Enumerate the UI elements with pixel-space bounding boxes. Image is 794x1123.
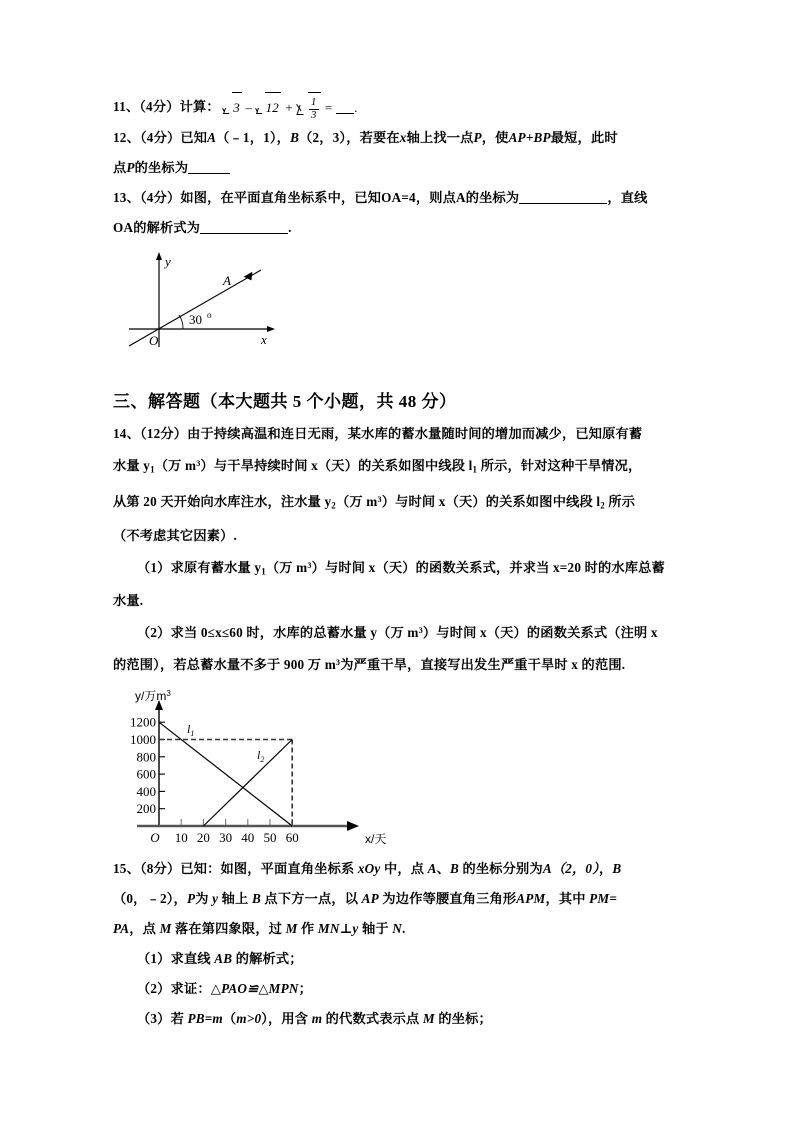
q12-comma: ，	[276, 130, 291, 146]
formula-period: .	[354, 100, 358, 116]
sqrt-3: 3	[223, 92, 242, 123]
q12-text-f: 点	[113, 160, 127, 176]
question-11	[113, 92, 683, 123]
question-13-number: 13、	[113, 190, 140, 206]
q13-text-b: ，则点	[415, 190, 457, 206]
fraction-one-third: $\frac{1}{3}$	[310, 96, 317, 121]
q15-point-M: M	[159, 921, 172, 937]
q15-point-B: B	[450, 861, 460, 877]
y-tick-400: 400	[136, 784, 156, 800]
q12-axis-x: x	[399, 130, 407, 146]
q14-sup-m3-b: 3	[377, 495, 382, 505]
q15-text-2e: 点下方一点，以	[260, 891, 362, 907]
question-14-sub-2-line-2	[113, 648, 683, 680]
question-14-sub-1-line-1	[113, 551, 683, 587]
question-14-score: （12分）	[139, 426, 188, 442]
q14-text-3c: ）与时间 x（天）的关系如图中线段 l	[381, 494, 601, 510]
q14-sub2-d: 为严重干旱，直接写出发生严重干旱时 x 的范围.	[340, 657, 626, 673]
question-11-score: （4分）	[139, 99, 180, 114]
question-12-line-2	[113, 153, 683, 183]
question-13-line-1	[113, 183, 683, 213]
q15-point-A: A	[427, 861, 437, 877]
q12-point-P2: P	[126, 160, 135, 176]
series-l1-label: $l_1$	[187, 722, 195, 739]
q15-text-1b: 中，点	[380, 861, 428, 877]
series-l2-label: $l_2$	[257, 748, 265, 765]
q14-text-2a: 水量 y	[113, 458, 151, 474]
question-11-number: 11、	[113, 99, 140, 114]
y-tick-1200: 1200	[130, 715, 156, 731]
q13-period: .	[288, 220, 292, 236]
q15-coord-A: A（2，0）	[542, 861, 599, 877]
q15-sub3-e: 的坐标；	[434, 1011, 492, 1027]
q12-text-d: ，使	[481, 130, 509, 146]
y-axis-arrow	[156, 252, 162, 260]
q15-sub3-c: ），用含	[261, 1011, 312, 1027]
question-14-number: 14、	[113, 426, 140, 442]
q15-sub1-line-ab: AB	[214, 951, 233, 967]
chart-x-axis-arrow	[347, 821, 359, 831]
q15-text-3b: 落在第四象限，过	[171, 921, 286, 937]
point-a-label: A	[223, 273, 231, 289]
q14-sup-m3-a: 3	[196, 459, 201, 469]
question-15-line-3	[113, 914, 683, 944]
question-15-sub-2	[113, 974, 683, 1004]
x-axis-label: x	[261, 332, 267, 348]
q14-text-2c: ）与干旱持续时间 x（天）的关系如图中线段 l	[200, 458, 473, 474]
figure-q13-coordinate-system	[121, 247, 683, 365]
q15-sub3-a: （3）若	[137, 1011, 188, 1027]
y-tick-600: 600	[136, 766, 156, 782]
question-15-sub-1	[113, 944, 683, 974]
question-11-formula	[223, 92, 358, 123]
q14-text-2d: 所示，针对这种干旱情况，	[477, 458, 642, 474]
origin-label: O	[149, 333, 159, 349]
q15-triangle-apm: APM	[516, 891, 546, 907]
q12-text-g: 的坐标为	[134, 160, 189, 176]
question-14-line-4: （不考虑其它因素）.	[113, 527, 237, 543]
question-15-body	[113, 854, 683, 1034]
q14-sub1-b: （万 m	[265, 559, 308, 575]
question-15-sub-3	[113, 1004, 683, 1034]
q15-coord-B: （0，﹣2）	[113, 891, 174, 907]
question-14-line-1	[113, 419, 683, 449]
q15-point-N: N	[392, 921, 402, 937]
sqrt-12: 12	[256, 92, 281, 123]
q14-sub-y2: 2	[331, 500, 336, 511]
q15-text-1d: 的坐标分别为	[459, 861, 543, 877]
x-tick-30: 30	[219, 830, 233, 846]
q14-sub1-a: （1）求原有蓄水量 y	[137, 559, 262, 575]
q14-sub1-m3: 3	[307, 560, 312, 570]
answer-blank-13-b[interactable]	[200, 233, 288, 234]
page-content	[113, 92, 683, 1034]
q13-given-oa: OA=4	[381, 190, 416, 206]
q15-expr-pm: PM=	[589, 891, 618, 907]
question-12-line-1	[113, 123, 683, 153]
q13-text-c: 的坐标为	[465, 190, 520, 206]
q15-segment-ap: AP	[361, 891, 379, 907]
q15-text-1c: 、	[436, 861, 451, 877]
q12-point-B: B	[290, 130, 300, 146]
series-l1-line	[159, 723, 292, 827]
q15-sub1-a: （1）求直线	[137, 951, 215, 967]
question-12-number: 12、	[113, 130, 140, 146]
q12-coord-A: （﹣1，1）	[216, 130, 277, 146]
q15-text-2b: ，	[173, 891, 187, 907]
degree-symbol: o	[207, 310, 212, 321]
q15-sub2-congruence: △PAO≌△MPN	[210, 981, 299, 997]
y-tick-1000: 1000	[130, 732, 156, 748]
q15-period-3: .	[402, 921, 406, 937]
angle-label-30: 30	[189, 312, 202, 328]
q14-sub2-b: ）与时间 x（天）的函数关系式（注明 x	[422, 625, 658, 641]
chart-y-ticks	[159, 723, 165, 810]
y-axis-label: y	[165, 254, 171, 270]
x-tick-10: 10	[174, 830, 188, 846]
q15-text-3c: 作	[297, 921, 318, 937]
question-12-score: （4分）	[139, 130, 181, 146]
q14-sub-l2: 2	[600, 500, 605, 511]
x-tick-50: 50	[263, 830, 277, 846]
answer-blank-13-a[interactable]	[519, 203, 607, 204]
q15-expr-mn-perp-y: MN⊥y	[317, 921, 359, 937]
q15-sub2-a: （2）求证：	[137, 981, 211, 997]
q15-sub3-pb: PB=m	[187, 1011, 223, 1027]
q12-text-a: 已知	[180, 130, 208, 146]
q15-sub2-b: ；	[298, 981, 312, 997]
x-tick-20: 20	[196, 830, 210, 846]
q15-sub3-b: （	[222, 1011, 237, 1027]
q14-text-1: 由于持续高温和连日无雨，某水库的蓄水量随时间的增加而减少，已知原有蓄	[187, 426, 643, 442]
y-tick-200: 200	[136, 801, 156, 817]
q15-axis-y: y	[212, 891, 219, 907]
q12-coord-B: （2，3）	[299, 130, 347, 146]
question-13-line-2	[113, 213, 683, 243]
q13-text-a: 如图，在平面直角坐标系中，已知	[180, 190, 382, 206]
q15-expr-pa: PA	[113, 921, 130, 937]
chart-x-axis-title: x/天	[365, 832, 387, 847]
q15-point-B3: B	[251, 891, 261, 907]
q14-text-3a: 从第 20 天开始向水库注水，注水量 y	[113, 494, 332, 510]
q15-text-2f: 为边作等腰直角三角形	[378, 891, 517, 907]
q12-text-e: 最短，此时	[550, 130, 618, 146]
formula-op-1: –	[245, 100, 253, 116]
q15-sub3-d: 的代数式表示点	[322, 1011, 423, 1027]
q14-sub2-m3-a: 3	[418, 626, 423, 636]
q15-text-2c: 为	[195, 891, 213, 907]
q14-text-3b: （万 m	[335, 494, 378, 510]
x-tick-40: 40	[241, 830, 255, 846]
q15-text-2d: 轴上	[218, 891, 252, 907]
q14-sub-y1: 1	[150, 465, 155, 476]
question-15-line-2	[113, 884, 683, 914]
q15-point-B2: B	[612, 861, 622, 877]
q13-point-A: A	[456, 190, 466, 206]
q15-coordsys-xoy: xOy	[357, 861, 381, 877]
answer-blank-11[interactable]	[336, 113, 354, 114]
q12-text-b: ，若要在	[346, 130, 400, 146]
section-3-heading: 三、解答题（本大题共 5 个小题，共 48 分）	[113, 392, 457, 412]
q15-point-P: P	[186, 891, 196, 907]
q15-text-3a: ，点	[129, 921, 160, 937]
q13-text-d: ，直线	[607, 190, 648, 206]
q15-sub3-m: m	[311, 1011, 323, 1027]
x-axis-arrow	[267, 326, 275, 332]
q15-sub3-m-gt-0: m>0	[236, 1011, 262, 1027]
chart-y-axis-title: y/万$m^3$	[135, 689, 171, 704]
question-14-body	[113, 419, 683, 680]
q14-sub2-c: 的范围），若总蓄水量不多于 900 万 m	[113, 657, 336, 673]
formula-op-2: +	[284, 100, 294, 116]
question-14-line-2	[113, 449, 683, 485]
question-13-score: （4分）	[139, 190, 181, 206]
q15-point-M2: M	[285, 921, 298, 937]
y-tick-800: 800	[136, 749, 156, 765]
q15-text-2g: ，其中	[545, 891, 590, 907]
formula-equals: =	[324, 100, 334, 116]
q14-sub2-a: （2）求当 0≤x≤60 时，水库的总蓄水量 y（万 m	[137, 625, 419, 641]
x-tick-60: 60	[285, 830, 299, 846]
answer-blank-12[interactable]	[188, 173, 230, 174]
question-14-line-3	[113, 485, 683, 521]
q15-text-1a: 已知：如图，平面直角坐标系	[180, 861, 358, 877]
q14-text-2b: （万 m	[154, 458, 197, 474]
q14-sub1-y1: 1	[261, 566, 266, 577]
question-14-sub-2-line-1	[113, 616, 683, 648]
question-15-line-1	[113, 854, 683, 884]
series-l2-line	[203, 740, 292, 827]
sqrt-one-third	[297, 92, 321, 123]
question-14-sub-1-line-2: 水量.	[113, 593, 144, 609]
q14-text-3d: 所示	[604, 494, 636, 510]
q14-sub-l1: 1	[472, 465, 478, 476]
q15-text-3d: 轴于	[358, 921, 393, 937]
question-15-number: 15、	[113, 861, 140, 877]
q12-expr-apbp: AP+BP	[508, 130, 551, 146]
q12-point-A: A	[207, 130, 217, 146]
chart-svg	[115, 686, 415, 854]
chart-y-tick-labels	[130, 715, 156, 816]
q12-text-c: 轴上找一点	[406, 130, 474, 146]
question-11-prompt: 计算：	[179, 99, 220, 114]
chart-x-ticks	[181, 819, 292, 825]
q12-point-P: P	[473, 130, 482, 146]
q15-sub1-b: 的解析式；	[232, 951, 303, 967]
chart-origin-label: O	[150, 830, 160, 846]
q15-sub3-point-m: M	[422, 1011, 435, 1027]
q14-sub2-m3-b: 3	[335, 658, 341, 668]
q15-text-1e: ，	[599, 861, 613, 877]
chart-x-tick-labels	[175, 830, 299, 845]
question-15-score: （8分）	[139, 861, 181, 877]
q13-text-e: 的解析式为	[133, 220, 201, 236]
q14-sub1-c: ）与时间 x（天）的函数关系式，并求当 x=20 时的水库总蓄	[311, 559, 665, 575]
q13-segment-oa: OA	[113, 220, 134, 236]
figure-q13-svg	[121, 247, 341, 365]
figure-q14-chart	[115, 686, 683, 854]
